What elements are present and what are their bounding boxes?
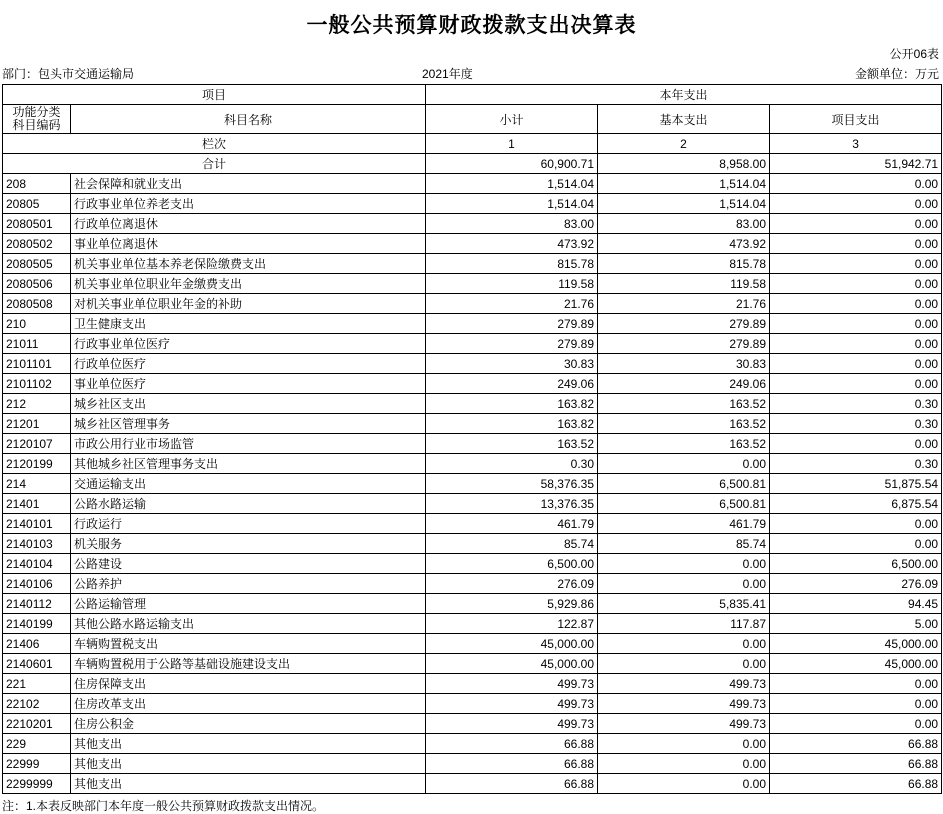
cell-subject-name: 对机关事业单位职业年金的补助 [71,294,426,314]
cell-subtotal: 122.87 [426,614,598,634]
cell-project: 0.00 [770,314,942,334]
table-total-row [3,154,942,174]
cell-project: 5.00 [770,614,942,634]
cell-project: 0.00 [770,674,942,694]
cell-project: 0.00 [770,334,942,354]
cell-subtotal: 473.92 [426,234,598,254]
cell-subject-name: 其他支出 [71,754,426,774]
table-header-columns-row [3,105,942,134]
cell-basic: 85.74 [598,534,770,554]
cell-subject-name: 机关事业单位基本养老保险缴费支出 [71,254,426,274]
cell-project: 0.00 [770,434,942,454]
cell-basic: 0.00 [598,654,770,674]
table-row [3,754,942,774]
cell-project: 0.00 [770,254,942,274]
cell-subject-name: 交通运输支出 [71,474,426,494]
cell-basic: 0.00 [598,734,770,754]
table-row [3,674,942,694]
cell-subject-name: 行政运行 [71,514,426,534]
cell-project: 0.00 [770,214,942,234]
cell-function-code: 2140101 [3,514,71,534]
cell-function-code: 2080506 [3,274,71,294]
cell-subtotal: 58,376.35 [426,474,598,494]
cell-function-code: 212 [3,394,71,414]
header-subtotal: 小计 [426,105,598,134]
cell-basic: 499.73 [598,674,770,694]
cell-subject-name: 市政公用行业市场监管 [71,434,426,454]
cell-subtotal: 83.00 [426,214,598,234]
cell-basic: 499.73 [598,714,770,734]
cell-basic: 6,500.81 [598,474,770,494]
cell-project: 276.09 [770,574,942,594]
cell-subject-name: 住房公积金 [71,714,426,734]
cell-basic: 0.00 [598,554,770,574]
table-note: 注：1.本表反映部门本年度一般公共预算财政拨款支出情况。 [2,799,325,813]
cell-basic: 279.89 [598,334,770,354]
table-header-group-row [3,85,942,105]
table-row [3,294,942,314]
cell-function-code: 214 [3,474,71,494]
cell-project: 0.30 [770,394,942,414]
total-basic: 8,958.00 [598,154,770,174]
cell-basic: 30.83 [598,354,770,374]
cell-basic: 815.78 [598,254,770,274]
table-row [3,734,942,754]
cell-subject-name: 行政事业单位医疗 [71,334,426,354]
cell-project: 94.45 [770,594,942,614]
amount-unit-label: 金额单位：万元 [854,67,939,81]
cell-function-code: 21401 [3,494,71,514]
table-row [3,474,942,494]
cell-project: 0.00 [770,534,942,554]
cell-subject-name: 机关事业单位职业年金缴费支出 [71,274,426,294]
header-function-code [3,105,71,134]
cell-subtotal: 249.06 [426,374,598,394]
fiscal-year-label: 2021年度 [422,67,473,81]
cell-function-code: 2080505 [3,254,71,274]
cell-function-code: 2210201 [3,714,71,734]
cell-subtotal: 163.82 [426,394,598,414]
cell-basic: 473.92 [598,234,770,254]
cell-subtotal: 815.78 [426,254,598,274]
cell-project: 0.00 [770,714,942,734]
cell-function-code: 2120199 [3,454,71,474]
cell-subtotal: 45,000.00 [426,634,598,654]
cell-subtotal: 499.73 [426,694,598,714]
cell-basic: 163.52 [598,414,770,434]
cell-project: 0.30 [770,414,942,434]
table-row [3,374,942,394]
cell-basic: 499.73 [598,694,770,714]
cell-basic: 163.52 [598,434,770,454]
cell-subject-name: 其他公路水路运输支出 [71,614,426,634]
cell-basic: 83.00 [598,214,770,234]
cell-project: 66.88 [770,754,942,774]
total-project: 51,942.71 [770,154,942,174]
cell-project: 0.30 [770,454,942,474]
cell-subject-name: 公路运输管理 [71,594,426,614]
form-number-row [0,45,943,65]
header-subject-name: 科目名称 [71,105,426,134]
cell-subtotal: 66.88 [426,774,598,794]
cell-project: 51,875.54 [770,474,942,494]
total-subtotal: 60,900.71 [426,154,598,174]
cell-function-code: 2140601 [3,654,71,674]
cell-subject-name: 其他城乡社区管理事务支出 [71,454,426,474]
page-title: 一般公共预算财政拨款支出决算表 [306,14,637,37]
table-rank-row [3,134,942,154]
table-row [3,334,942,354]
cell-subject-name: 车辆购置税用于公路等基础设施建设支出 [71,654,426,674]
cell-project: 0.00 [770,274,942,294]
cell-function-code: 2140106 [3,574,71,594]
cell-project: 45,000.00 [770,634,942,654]
cell-project: 0.00 [770,194,942,214]
cell-function-code: 2140103 [3,534,71,554]
table-row [3,194,942,214]
cell-subject-name: 事业单位离退休 [71,234,426,254]
cell-function-code: 208 [3,174,71,194]
cell-subtotal: 30.83 [426,354,598,374]
cell-function-code: 2101102 [3,374,71,394]
cell-project: 0.00 [770,234,942,254]
table-row [3,534,942,554]
cell-subject-name: 行政事业单位养老支出 [71,194,426,214]
cell-basic: 1,514.04 [598,194,770,214]
cell-basic: 119.58 [598,274,770,294]
cell-function-code: 229 [3,734,71,754]
cell-subtotal: 163.82 [426,414,598,434]
table-row [3,214,942,234]
cell-project: 0.00 [770,694,942,714]
cell-function-code: 22102 [3,694,71,714]
cell-subject-name: 公路水路运输 [71,494,426,514]
cell-subject-name: 城乡社区支出 [71,394,426,414]
cell-function-code: 21406 [3,634,71,654]
cell-subtotal: 279.89 [426,314,598,334]
table-row [3,234,942,254]
cell-subject-name: 其他支出 [71,734,426,754]
table-row [3,714,942,734]
subheader [2,65,941,84]
total-label: 合计 [3,154,426,174]
table-row [3,454,942,474]
table-row [3,614,942,634]
cell-function-code: 21201 [3,414,71,434]
cell-project: 0.00 [770,374,942,394]
cell-basic: 0.00 [598,634,770,654]
cell-function-code: 2299999 [3,774,71,794]
cell-subject-name: 其他支出 [71,774,426,794]
cell-subtotal: 0.30 [426,454,598,474]
cell-function-code: 2140104 [3,554,71,574]
cell-subtotal: 276.09 [426,574,598,594]
table-row [3,634,942,654]
cell-basic: 279.89 [598,314,770,334]
cell-subtotal: 6,500.00 [426,554,598,574]
budget-expenditure-table [2,84,942,794]
cell-subtotal: 163.52 [426,434,598,454]
header-group-current-year: 本年支出 [426,85,942,105]
cell-subject-name: 行政单位医疗 [71,354,426,374]
table-row [3,574,942,594]
cell-basic: 6,500.81 [598,494,770,514]
cell-subtotal: 21.76 [426,294,598,314]
cell-subtotal: 499.73 [426,714,598,734]
cell-basic: 1,514.04 [598,174,770,194]
cell-subject-name: 卫生健康支出 [71,314,426,334]
rank-col-2: 2 [598,134,770,154]
cell-subtotal: 1,514.04 [426,194,598,214]
table-row [3,274,942,294]
cell-subtotal: 85.74 [426,534,598,554]
cell-project: 66.88 [770,734,942,754]
cell-project: 6,875.54 [770,494,942,514]
cell-subtotal: 1,514.04 [426,174,598,194]
table-row [3,254,942,274]
cell-basic: 0.00 [598,754,770,774]
cell-basic: 21.76 [598,294,770,314]
cell-function-code: 2140112 [3,594,71,614]
table-body [3,174,942,794]
table-row [3,654,942,674]
header-basic-expenditure: 基本支出 [598,105,770,134]
cell-project: 45,000.00 [770,654,942,674]
table-row [3,414,942,434]
cell-subtotal: 13,376.35 [426,494,598,514]
cell-function-code: 22999 [3,754,71,774]
cell-function-code: 221 [3,674,71,694]
cell-basic: 461.79 [598,514,770,534]
cell-function-code: 2140199 [3,614,71,634]
cell-function-code: 20805 [3,194,71,214]
cell-basic: 0.00 [598,574,770,594]
table-row [3,174,942,194]
cell-subtotal: 499.73 [426,674,598,694]
table-row [3,394,942,414]
header-project-expenditure: 项目支出 [770,105,942,134]
cell-function-code: 2101101 [3,354,71,374]
cell-subject-name: 社会保障和就业支出 [71,174,426,194]
cell-subject-name: 车辆购置税支出 [71,634,426,654]
cell-basic: 249.06 [598,374,770,394]
cell-subject-name: 行政单位离退休 [71,214,426,234]
table-row [3,554,942,574]
cell-subject-name: 公路养护 [71,574,426,594]
cell-basic: 117.87 [598,614,770,634]
cell-project: 6,500.00 [770,554,942,574]
rank-col-1: 1 [426,134,598,154]
table-row [3,314,942,334]
table-row [3,494,942,514]
table-row [3,774,942,794]
cell-function-code: 2080501 [3,214,71,234]
cell-subtotal: 119.58 [426,274,598,294]
cell-subject-name: 公路建设 [71,554,426,574]
cell-project: 0.00 [770,174,942,194]
cell-subtotal: 66.88 [426,754,598,774]
header-group-item: 项目 [3,85,426,105]
cell-basic: 0.00 [598,454,770,474]
cell-project: 66.88 [770,774,942,794]
cell-subtotal: 279.89 [426,334,598,354]
cell-subject-name: 机关服务 [71,534,426,554]
rank-col-3: 3 [770,134,942,154]
header-function-code-line1: 功能分类 [12,105,61,119]
cell-function-code: 210 [3,314,71,334]
cell-subtotal: 45,000.00 [426,654,598,674]
cell-subtotal: 66.88 [426,734,598,754]
cell-subject-name: 事业单位医疗 [71,374,426,394]
cell-project: 0.00 [770,354,942,374]
cell-function-code: 2080508 [3,294,71,314]
table-row [3,694,942,714]
table-row [3,354,942,374]
cell-basic: 0.00 [598,774,770,794]
cell-basic: 5,835.41 [598,594,770,614]
cell-basic: 163.52 [598,394,770,414]
header-function-code-line2: 科目编码 [12,118,61,132]
cell-subject-name: 住房保障支出 [71,674,426,694]
cell-subject-name: 住房改革支出 [71,694,426,714]
cell-subject-name: 城乡社区管理事务 [71,414,426,434]
cell-project: 0.00 [770,514,942,534]
department-label: 部门：包头市交通运输局 [2,67,135,81]
cell-function-code: 2080502 [3,234,71,254]
table-row [3,434,942,454]
rank-label: 栏次 [3,134,426,154]
cell-subtotal: 461.79 [426,514,598,534]
cell-function-code: 2120107 [3,434,71,454]
cell-function-code: 21011 [3,334,71,354]
table-row [3,594,942,614]
form-number: 公开06表 [889,47,939,61]
table-row [3,514,942,534]
cell-project: 0.00 [770,294,942,314]
cell-subtotal: 5,929.86 [426,594,598,614]
